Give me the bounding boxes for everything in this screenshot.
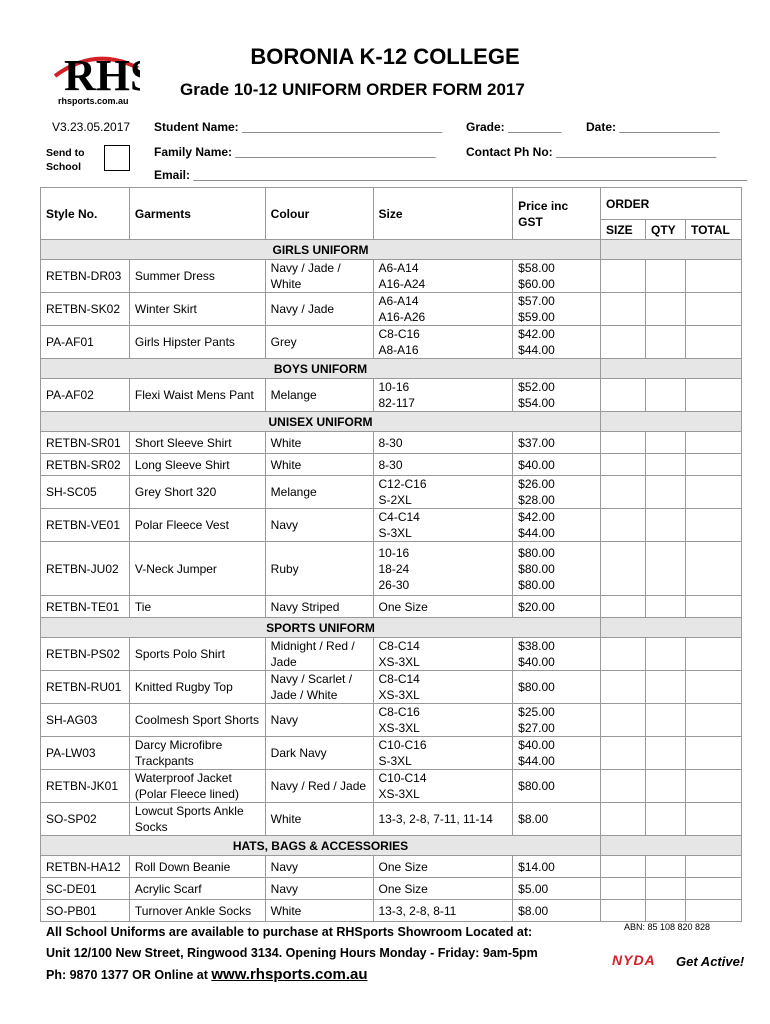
cell-size: C8-C14 XS-3XL [373,671,513,704]
order-total-input[interactable] [685,900,741,922]
order-size-input[interactable] [601,260,646,293]
table-row [41,509,742,542]
cell-colour: White [265,803,373,836]
order-total-input[interactable] [685,704,741,737]
order-qty-input[interactable] [645,379,685,412]
order-size-input[interactable] [601,770,646,803]
cell-garment: Coolmesh Sport Shorts [129,704,265,737]
cell-garment: Long Sleeve Shirt [129,454,265,476]
email-field[interactable]: Email: ___________________________________________________________________________________ [154,168,748,182]
cell-price: $14.00 [513,856,601,878]
cell-price: $40.00 $44.00 [513,737,601,770]
order-cell [601,359,742,379]
order-qty-input[interactable] [645,454,685,476]
cell-size: 13-3, 2-8, 8-11 [373,900,513,922]
table-header-order: ORDER [601,188,742,220]
cell-price: $80.00 [513,671,601,704]
cell-colour: Navy / Scarlet / Jade / White [265,671,373,704]
order-qty-input[interactable] [645,803,685,836]
cell-colour: Navy [265,704,373,737]
order-size-input[interactable] [601,432,646,454]
cell-garment: Sports Polo Shirt [129,638,265,671]
uniform-order-table [40,187,742,922]
cell-style: RETBN-PS02 [41,638,130,671]
cell-size: 8-30 [373,454,513,476]
cell-size: C8-C14 XS-3XL [373,638,513,671]
cell-colour: Navy Striped [265,596,373,618]
order-total-input[interactable] [685,737,741,770]
cell-price: $80.00 [513,770,601,803]
table-row [41,454,742,476]
cell-style: RETBN-SR01 [41,432,130,454]
table-header-price: Price inc GST [513,188,601,240]
cell-style: PA-AF02 [41,379,130,412]
cell-colour: Midnight / Red / Jade [265,638,373,671]
cell-size: C12-C16 S-2XL [373,476,513,509]
cell-price: $42.00 $44.00 [513,326,601,359]
cell-colour: White [265,900,373,922]
order-total-input[interactable] [685,803,741,836]
abn-number: ABN: 85 108 820 828 [624,922,711,932]
order-qty-input[interactable] [645,509,685,542]
cell-garment: Roll Down Beanie [129,856,265,878]
svg-text:RHS: RH [64,51,130,98]
order-total-input[interactable] [685,671,741,704]
cell-style: RETBN-HA12 [41,856,130,878]
order-qty-input[interactable] [645,476,685,509]
cell-colour: Melange [265,476,373,509]
order-total-input[interactable] [685,326,741,359]
order-total-input[interactable] [685,509,741,542]
cell-garment: Lowcut Sports Ankle Socks [129,803,265,836]
cell-price: $80.00 $80.00 $80.00 [513,542,601,596]
cell-garment: Girls Hipster Pants [129,326,265,359]
order-total-input[interactable] [685,432,741,454]
table-row [41,542,742,596]
cell-size: C4-C14 S-3XL [373,509,513,542]
order-size-input[interactable] [601,379,646,412]
cell-size: A6-A14 A16-A26 [373,293,513,326]
cell-colour: Grey [265,326,373,359]
cell-price: $20.00 [513,596,601,618]
order-size-input[interactable] [601,704,646,737]
table-row [41,476,742,509]
cell-price: $52.00 $54.00 [513,379,601,412]
cell-style: PA-AF01 [41,326,130,359]
cell-garment: Tie [129,596,265,618]
cell-style: RETBN-JU02 [41,542,130,596]
student-name-field[interactable]: Student Name: ______________________________ [154,120,443,134]
family-name-field[interactable]: Family Name: ______________________________ [154,145,436,159]
order-size-input[interactable] [601,542,646,596]
order-cell [601,618,742,638]
date-field[interactable]: Date: _______________ [586,120,720,134]
table-row [41,671,742,704]
cell-garment: Polar Fleece Vest [129,509,265,542]
order-cell [601,412,742,432]
cell-style: RETBN-RU01 [41,671,130,704]
cell-garment: Short Sleeve Shirt [129,432,265,454]
order-size-input[interactable] [601,671,646,704]
order-total-input[interactable] [685,878,741,900]
cell-style: SC-DE01 [41,878,130,900]
order-total-input[interactable] [685,379,741,412]
contact-phone-field[interactable]: Contact Ph No: ________________________ [466,145,717,159]
table-row [41,878,742,900]
cell-price: $8.00 [513,900,601,922]
order-total-input[interactable] [685,454,741,476]
cell-style: RETBN-JK01 [41,770,130,803]
cell-price: $8.00 [513,803,601,836]
order-qty-input[interactable] [645,856,685,878]
table-row [41,900,742,922]
order-total-input[interactable] [685,260,741,293]
cell-size: C10-C16 S-3XL [373,737,513,770]
cell-price: $26.00 $28.00 [513,476,601,509]
order-cell [601,836,742,856]
section-header: SPORTS UNIFORM [41,618,601,638]
order-qty-input[interactable] [645,770,685,803]
get-active-logo: Get Active! [676,954,745,969]
order-total-input[interactable] [685,476,741,509]
order-size-input[interactable] [601,878,646,900]
table-header-order-total: TOTAL [685,220,741,240]
cell-price: $42.00 $44.00 [513,509,601,542]
page-subtitle: Grade 10-12 UNIFORM ORDER FORM 2017 [180,80,525,99]
cell-style: SO-PB01 [41,900,130,922]
table-header-size: Size [373,188,513,240]
cell-garment: Grey Short 320 [129,476,265,509]
cell-colour: White [265,454,373,476]
order-qty-input[interactable] [645,900,685,922]
order-size-input[interactable] [601,509,646,542]
section-header: GIRLS UNIFORM [41,240,601,260]
order-total-input[interactable] [685,856,741,878]
order-size-input[interactable] [601,737,646,770]
cell-garment: Summer Dress [129,260,265,293]
order-qty-input[interactable] [645,596,685,618]
version-label: V3.23.05.2017 [52,120,131,134]
cell-colour: Navy [265,509,373,542]
cell-colour: Navy / Red / Jade [265,770,373,803]
order-qty-input[interactable] [645,704,685,737]
order-qty-input[interactable] [645,432,685,454]
cell-price: $40.00 [513,454,601,476]
cell-style: RETBN-SR02 [41,454,130,476]
cell-price: $58.00 $60.00 [513,260,601,293]
order-qty-input[interactable] [645,878,685,900]
table-row [41,856,742,878]
cell-style: RETBN-TE01 [41,596,130,618]
cell-style: SH-SC05 [41,476,130,509]
cell-style: RETBN-VE01 [41,509,130,542]
cell-garment: Winter Skirt [129,293,265,326]
cell-size: C8-C16 XS-3XL [373,704,513,737]
order-size-input[interactable] [601,856,646,878]
cell-price: $5.00 [513,878,601,900]
footer-line-1: All School Uniforms are available to purchase at RHSports Showroom Located at: [46,925,533,939]
order-qty-input[interactable] [645,671,685,704]
section-header: BOYS UNIFORM [41,359,601,379]
cell-price: $37.00 [513,432,601,454]
order-qty-input[interactable] [645,260,685,293]
order-total-input[interactable] [685,542,741,596]
table-row [41,638,742,671]
cell-colour: Dark Navy [265,737,373,770]
table-header-style: Style No. [41,188,130,240]
grade-field[interactable]: Grade: ________ [466,120,562,134]
cell-size: 10-16 18-24 26-30 [373,542,513,596]
section-header: HATS, BAGS & ACCESSORIES [41,836,601,856]
cell-colour: Navy / Jade / White [265,260,373,293]
table-row [41,260,742,293]
cell-size: C10-C14 XS-3XL [373,770,513,803]
nyda-logo: NYDA [612,952,656,968]
cell-style: PA-LW03 [41,737,130,770]
cell-size: C8-C16 A8-A16 [373,326,513,359]
order-total-input[interactable] [685,596,741,618]
table-row [41,803,742,836]
footer-line-3: Ph: 9870 1377 OR Online at www.rhsports.com.au [46,966,368,983]
order-total-input[interactable] [685,770,741,803]
order-size-input[interactable] [601,454,646,476]
send-to-school-checkbox[interactable] [104,145,130,171]
order-total-input[interactable] [685,293,741,326]
order-size-input[interactable] [601,596,646,618]
order-size-input[interactable] [601,326,646,359]
table-row [41,737,742,770]
cell-colour: Ruby [265,542,373,596]
table-header-order-qty: QTY [645,220,685,240]
cell-garment: Acrylic Scarf [129,878,265,900]
order-qty-input[interactable] [645,638,685,671]
website-link[interactable]: www.rhsports.com.au [211,966,368,983]
cell-colour: Navy / Jade [265,293,373,326]
order-total-input[interactable] [685,638,741,671]
order-size-input[interactable] [601,638,646,671]
cell-garment: Waterproof Jacket (Polar Fleece lined) [129,770,265,803]
order-qty-input[interactable] [645,326,685,359]
cell-size: One Size [373,878,513,900]
cell-price: $57.00 $59.00 [513,293,601,326]
cell-garment: Turnover Ankle Socks [129,900,265,922]
table-row [41,432,742,454]
cell-price: $38.00 $40.00 [513,638,601,671]
send-to-school-label: Send to School [46,147,85,173]
table-header-order-size: SIZE [601,220,646,240]
cell-colour: Melange [265,379,373,412]
order-cell [601,240,742,260]
table-row [41,293,742,326]
cell-size: 8-30 [373,432,513,454]
cell-style: RETBN-SK02 [41,293,130,326]
table-header-garments: Garments [129,188,265,240]
cell-price: $25.00 $27.00 [513,704,601,737]
cell-style: SH-AG03 [41,704,130,737]
cell-garment: V-Neck Jumper [129,542,265,596]
cell-colour: Navy [265,856,373,878]
order-size-input[interactable] [601,803,646,836]
table-header-colour: Colour [265,188,373,240]
order-qty-input[interactable] [645,737,685,770]
cell-size: One Size [373,596,513,618]
table-row [41,379,742,412]
cell-garment: Flexi Waist Mens Pant [129,379,265,412]
cell-size: One Size [373,856,513,878]
cell-colour: White [265,432,373,454]
cell-style: RETBN-DR03 [41,260,130,293]
table-row [41,596,742,618]
cell-size: A6-A14 A16-A24 [373,260,513,293]
page-title: BORONIA K-12 COLLEGE [250,44,520,69]
order-size-input[interactable] [601,900,646,922]
logo-url: rhsports.com.au [58,96,129,106]
footer-info [46,922,538,986]
table-row [41,704,742,737]
cell-size: 13-3, 2-8, 7-11, 11-14 [373,803,513,836]
cell-garment: Darcy Microfibre Trackpants [129,737,265,770]
cell-garment: Knitted Rugby Top [129,671,265,704]
cell-size: 10-16 82-117 [373,379,513,412]
section-header: UNISEX UNIFORM [41,412,601,432]
cell-colour: Navy [265,878,373,900]
order-size-input[interactable] [601,476,646,509]
cell-style: SO-SP02 [41,803,130,836]
table-row [41,326,742,359]
table-row [41,770,742,803]
order-qty-input[interactable] [645,542,685,596]
order-qty-input[interactable] [645,293,685,326]
order-size-input[interactable] [601,293,646,326]
footer-line-2: Unit 12/100 New Street, Ringwood 3134. Opening Hours Monday - Friday: 9am-5pm [46,946,538,960]
